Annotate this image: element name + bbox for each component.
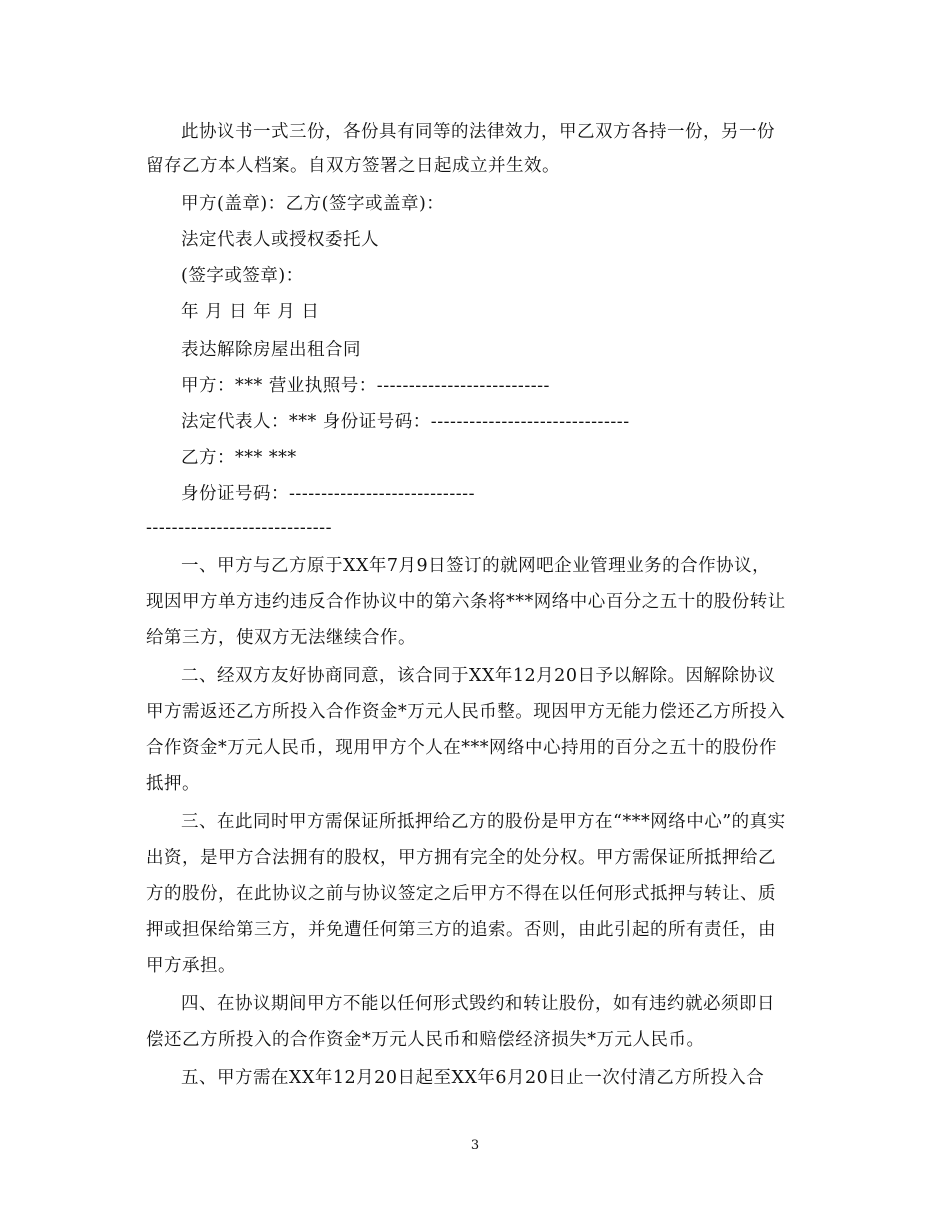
text-line: (签字或签章)：: [181, 266, 304, 286]
text-line: 二、经双方友好协商同意，该合同于XX年12月20日予以解除。因解除协议: [181, 666, 776, 686]
text-line: 身份证号码：-----------------------------: [181, 484, 475, 504]
text-line: 年 月 日 年 月 日: [181, 302, 320, 322]
text-line: 方的股份，在此协议之前与协议签定之后甲方不得在以任何形式抵押与转让、质: [146, 884, 776, 904]
text-line: 四、在协议期间甲方不能以任何形式毁约和转让股份，如有违约就必须即日: [181, 994, 775, 1014]
text-line: 押或担保给第三方，并免遭任何第三方的追索。否则，由此引起的所有责任，由: [146, 920, 776, 940]
text-line: 法定代表人：*** 身份证号码：-------------------------------: [181, 412, 630, 432]
text-line: 此协议书一式三份，各份具有同等的法律效力，甲乙双方各持一份，另一份: [181, 122, 775, 142]
text-line: 五、甲方需在XX年12月20日起至XX年6月20日止一次付清乙方所投入合: [181, 1068, 765, 1088]
page-number: 3: [470, 1138, 480, 1153]
text-line: 法定代表人或授权委托人: [181, 230, 379, 250]
text-line: 乙方：*** ***: [181, 448, 297, 468]
text-line: -----------------------------: [146, 518, 332, 538]
text-line: 抵押。: [146, 774, 200, 794]
text-line: 合作资金*万元人民币，现用甲方个人在***网络中心持用的百分之五十的股份作: [146, 738, 777, 758]
text-line: 现因甲方单方违约违反合作协议中的第六条将***网络中心百分之五十的股份转让: [146, 592, 786, 612]
text-line: 甲方承担。: [146, 956, 236, 976]
text-line: 甲方(盖章)：乙方(签字或盖章)：: [181, 194, 445, 214]
text-line: 三、在此同时甲方需保证所抵押给乙方的股份是甲方在“***网络中心”的真实: [181, 812, 786, 832]
text-line: 留存乙方本人档案。自双方签署之日起成立并生效。: [146, 156, 560, 176]
text-line: 给第三方，使双方无法继续合作。: [146, 628, 416, 648]
text-line: 偿还乙方所投入的合作资金*万元人民币和赔偿经济损失*万元人民币。: [146, 1030, 705, 1050]
text-line: 表达解除房屋出租合同: [181, 340, 361, 360]
text-line: 甲方：*** 营业执照号：---------------------------: [181, 376, 550, 396]
text-line: 一、甲方与乙方原于XX年7月9日签订的就网吧企业管理业务的合作协议，: [181, 556, 771, 576]
text-line: 出资，是甲方合法拥有的股权，甲方拥有完全的处分权。甲方需保证所抵押给乙: [146, 848, 776, 868]
text-line: 甲方需返还乙方所投入合作资金*万元人民币整。现因甲方无能力偿还乙方所投入: [146, 702, 786, 722]
